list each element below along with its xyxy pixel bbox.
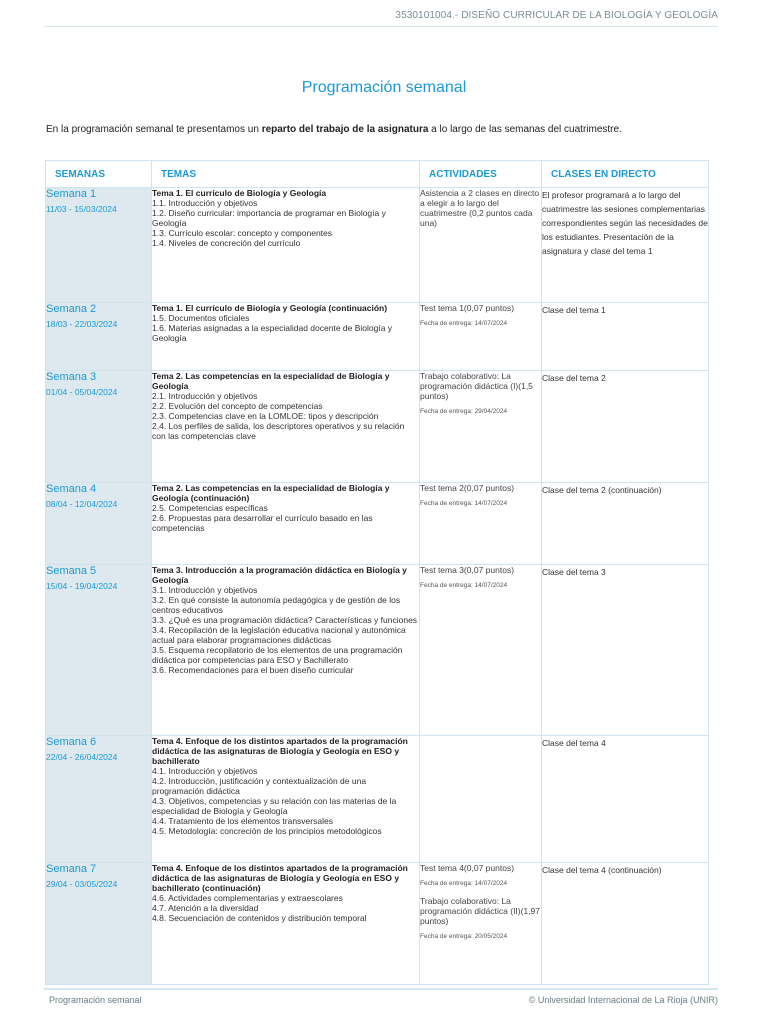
live-class-cell	[542, 303, 709, 371]
header-semanas: SEMANAS	[46, 161, 152, 188]
topic-item: 4.4. Tratamiento de los elementos transversales	[152, 816, 333, 826]
week-cell	[46, 188, 152, 303]
activity-text: Trabajo colaborativo: La programación didáctica (I)(1,5 puntos)	[420, 371, 533, 401]
week-dates: 15/04 - 19/04/2024	[46, 581, 118, 591]
activities-cell	[420, 736, 542, 863]
table-row	[46, 736, 709, 863]
week-dates: 22/04 - 26/04/2024	[46, 752, 118, 762]
topic-item: 2.3. Competencias clave en la LOMLOE: tipos y descripción	[152, 411, 379, 421]
topic-cell	[152, 188, 420, 303]
activity-text: Test tema 1(0,07 puntos)	[420, 303, 515, 313]
header-course-code: 3530101004.- DISEÑO CURRICULAR DE LA BIOLOGÍA Y GEOLOGÍA	[395, 10, 718, 21]
activity-text: Asistencia a 2 clases en directo a elegir a lo largo del cuatrimestre (0,2 puntos cada una)	[420, 188, 540, 228]
header-temas: TEMAS	[152, 161, 420, 188]
topic-item: 4.6. Actividades complementarias y extraescolares	[152, 893, 343, 903]
topic-cell	[152, 371, 420, 483]
topic-item: 1.3. Currículo escolar: concepto y componentes	[152, 228, 333, 238]
week-dates: 29/04 - 03/05/2024	[46, 879, 118, 889]
topic-item: 4.8. Secuenciación de contenidos y distribución temporal	[152, 913, 367, 923]
intro-text-bold: reparto del trabajo de la asignatura	[261, 124, 429, 135]
live-class-text: Clase del tema 3	[542, 567, 606, 577]
header-divider	[44, 26, 718, 27]
topic-item: 3.4. Recopilación de la legislación educativa nacional y autonómica actual para elaborar programaciones didácticas	[152, 625, 406, 645]
week-cell	[46, 565, 152, 736]
topic-title: Tema 4. Enfoque de los distintos apartados de la programación didáctica de las asignaturas de Biología y Geología en ESO y bachillerato (continuación)	[152, 863, 408, 893]
topic-title: Tema 2. Las competencias en la especialidad de Biología y Geología	[152, 371, 390, 391]
week-cell	[46, 863, 152, 985]
table-row	[46, 483, 709, 565]
live-class-text: Clase del tema 2	[542, 373, 606, 383]
week-name: Semana 4	[46, 483, 97, 495]
activities-cell	[420, 863, 542, 985]
activity-entry	[420, 483, 541, 508]
table-header-row	[46, 161, 709, 188]
footer-section-name: Programación semanal	[49, 995, 142, 1005]
live-class-cell	[542, 863, 709, 985]
week-name: Semana 7	[46, 863, 97, 875]
topic-item: 4.7. Atención a la diversidad	[152, 903, 259, 913]
intro-paragraph	[46, 124, 622, 135]
topic-title: Tema 2. Las competencias en la especialidad de Biología y Geología (continuación)	[152, 483, 390, 503]
activities-cell	[420, 188, 542, 303]
activity-text: Test tema 4(0,07 puntos)	[420, 863, 515, 873]
topic-item: 2.4. Los perfiles de salida, los descriptores operativos y su relación con las competencias clave	[152, 421, 405, 441]
header-actividades: ACTIVIDADES	[420, 161, 542, 188]
header-clases: CLASES EN DIRECTO	[542, 161, 709, 188]
live-class-cell	[542, 188, 709, 303]
live-class-text: Clase del tema 4	[542, 738, 606, 748]
activity-due-date: Fecha de entrega: 20/05/2024	[420, 933, 508, 940]
live-class-text: Clase del tema 4 (continuación)	[542, 865, 662, 875]
week-dates: 08/04 - 12/04/2024	[46, 499, 118, 509]
activities-cell	[420, 565, 542, 736]
table-row	[46, 565, 709, 736]
topic-item: 3.5. Esquema recopilatorio de los elementos de una programación didáctica por competencias para ESO y Bachillerato	[152, 645, 403, 665]
activities-cell	[420, 371, 542, 483]
week-name: Semana 1	[46, 188, 97, 200]
table-row	[46, 863, 709, 985]
topic-item: 3.2. En qué consiste la autonomía pedagógica y de gestión de los centros educativos	[152, 595, 401, 615]
topic-item: 4.2. Introducción, justificación y contextualización de una programación didáctica	[152, 776, 367, 796]
intro-text-before: En la programación semanal te presentamos un	[46, 124, 262, 135]
week-cell	[46, 736, 152, 863]
live-class-cell	[542, 736, 709, 863]
live-class-text: El profesor programará a lo largo del cuatrimestre las sesiones complementarias correspondientes según las necesidades de los estudiantes. Presentación de la asignatura y clase del tema 1	[542, 190, 708, 256]
activities-cell	[420, 483, 542, 565]
activity-text: Test tema 2(0,07 puntos)	[420, 483, 515, 493]
topic-cell	[152, 303, 420, 371]
footer-copyright: © Universidad Internacional de La Rioja (UNIR)	[528, 995, 718, 1005]
table-body	[46, 188, 709, 985]
topic-item: 2.6. Propuestas para desarrollar el currículo basado en las competencias	[152, 513, 373, 533]
week-cell	[46, 371, 152, 483]
activity-due-date: Fecha de entrega: 14/07/2024	[420, 320, 508, 327]
activity-text: Test tema 3(0,07 puntos)	[420, 565, 515, 575]
activity-entry	[420, 371, 541, 416]
live-class-text: Clase del tema 1	[542, 305, 606, 315]
week-cell	[46, 303, 152, 371]
topic-item: 4.5. Metodología: concreción de los principios metodológicos	[152, 826, 382, 836]
week-name: Semana 5	[46, 565, 97, 577]
live-class-cell	[542, 565, 709, 736]
topic-item: 1.6. Materias asignadas a la especialidad docente de Biología y Geología	[152, 323, 393, 343]
activity-entry	[420, 565, 541, 590]
topic-cell	[152, 736, 420, 863]
activity-entry	[420, 863, 541, 888]
activity-due-date: Fecha de entrega: 14/07/2024	[420, 582, 508, 589]
topic-title: Tema 1. El currículo de Biología y Geología	[152, 188, 327, 198]
live-class-cell	[542, 371, 709, 483]
live-class-text: Clase del tema 2 (continuación)	[542, 485, 662, 495]
activity-text: Trabajo colaborativo: La programación didáctica (II)(1,97 puntos)	[420, 896, 541, 926]
topic-item: 1.5. Documentos oficiales	[152, 313, 250, 323]
topic-item: 2.2. Evolución del concepto de competencias	[152, 401, 323, 411]
table-row	[46, 188, 709, 303]
table-row	[46, 303, 709, 371]
topic-cell	[152, 483, 420, 565]
week-dates: 18/03 - 22/03/2024	[46, 319, 118, 329]
topic-item: 3.1. Introducción y objetivos	[152, 585, 258, 595]
topic-item: 3.3. ¿Qué es una programación didáctica? Características y funciones	[152, 615, 418, 625]
footer-divider	[44, 988, 718, 990]
topic-item: 3.6. Recomendaciones para el buen diseño curricular	[152, 665, 354, 675]
intro-text-after: a lo largo de las semanas del cuatrimestre.	[428, 124, 622, 135]
topic-cell	[152, 863, 420, 985]
activity-due-date: Fecha de entrega: 29/04/2024	[420, 408, 508, 415]
activity-due-date: Fecha de entrega: 14/07/2024	[420, 500, 508, 507]
topic-item: 1.1. Introducción y objetivos	[152, 198, 258, 208]
topic-item: 2.5. Competencias específicas	[152, 503, 268, 513]
activity-entry	[420, 896, 541, 941]
topic-item: 4.3. Objetivos, competencias y su relación con las materias de la especialidad de Biología y Geología	[152, 796, 397, 816]
week-dates: 11/03 - 15/03/2024	[46, 204, 117, 214]
week-name: Semana 3	[46, 371, 97, 383]
table-row	[46, 371, 709, 483]
activity-entry	[420, 303, 541, 328]
topic-item: 1.2. Diseño curricular: importancia de programar en Biología y Geología	[152, 208, 386, 228]
topic-title: Tema 4. Enfoque de los distintos apartados de la programación didáctica de las asignaturas de Biología y Geología en ESO y bachillerato	[152, 736, 408, 766]
activity-entry	[420, 188, 541, 228]
week-dates: 01/04 - 05/04/2024	[46, 387, 118, 397]
week-cell	[46, 483, 152, 565]
topic-item: 1.4. Niveles de concreción del currículo	[152, 238, 301, 248]
topic-item: 4.1. Introducción y objetivos	[152, 766, 258, 776]
topic-item: 2.1. Introducción y objetivos	[152, 391, 258, 401]
topic-title: Tema 1. El currículo de Biología y Geología (continuación)	[152, 303, 388, 313]
page-title: Programación semanal	[301, 79, 467, 96]
live-class-cell	[542, 483, 709, 565]
topic-title: Tema 3. Introducción a la programación didáctica en Biología y Geología	[152, 565, 407, 585]
weekly-schedule-table	[45, 160, 709, 985]
activities-cell	[420, 303, 542, 371]
week-name: Semana 2	[46, 303, 97, 315]
topic-cell	[152, 565, 420, 736]
activity-due-date: Fecha de entrega: 14/07/2024	[420, 880, 508, 887]
week-name: Semana 6	[46, 736, 97, 748]
